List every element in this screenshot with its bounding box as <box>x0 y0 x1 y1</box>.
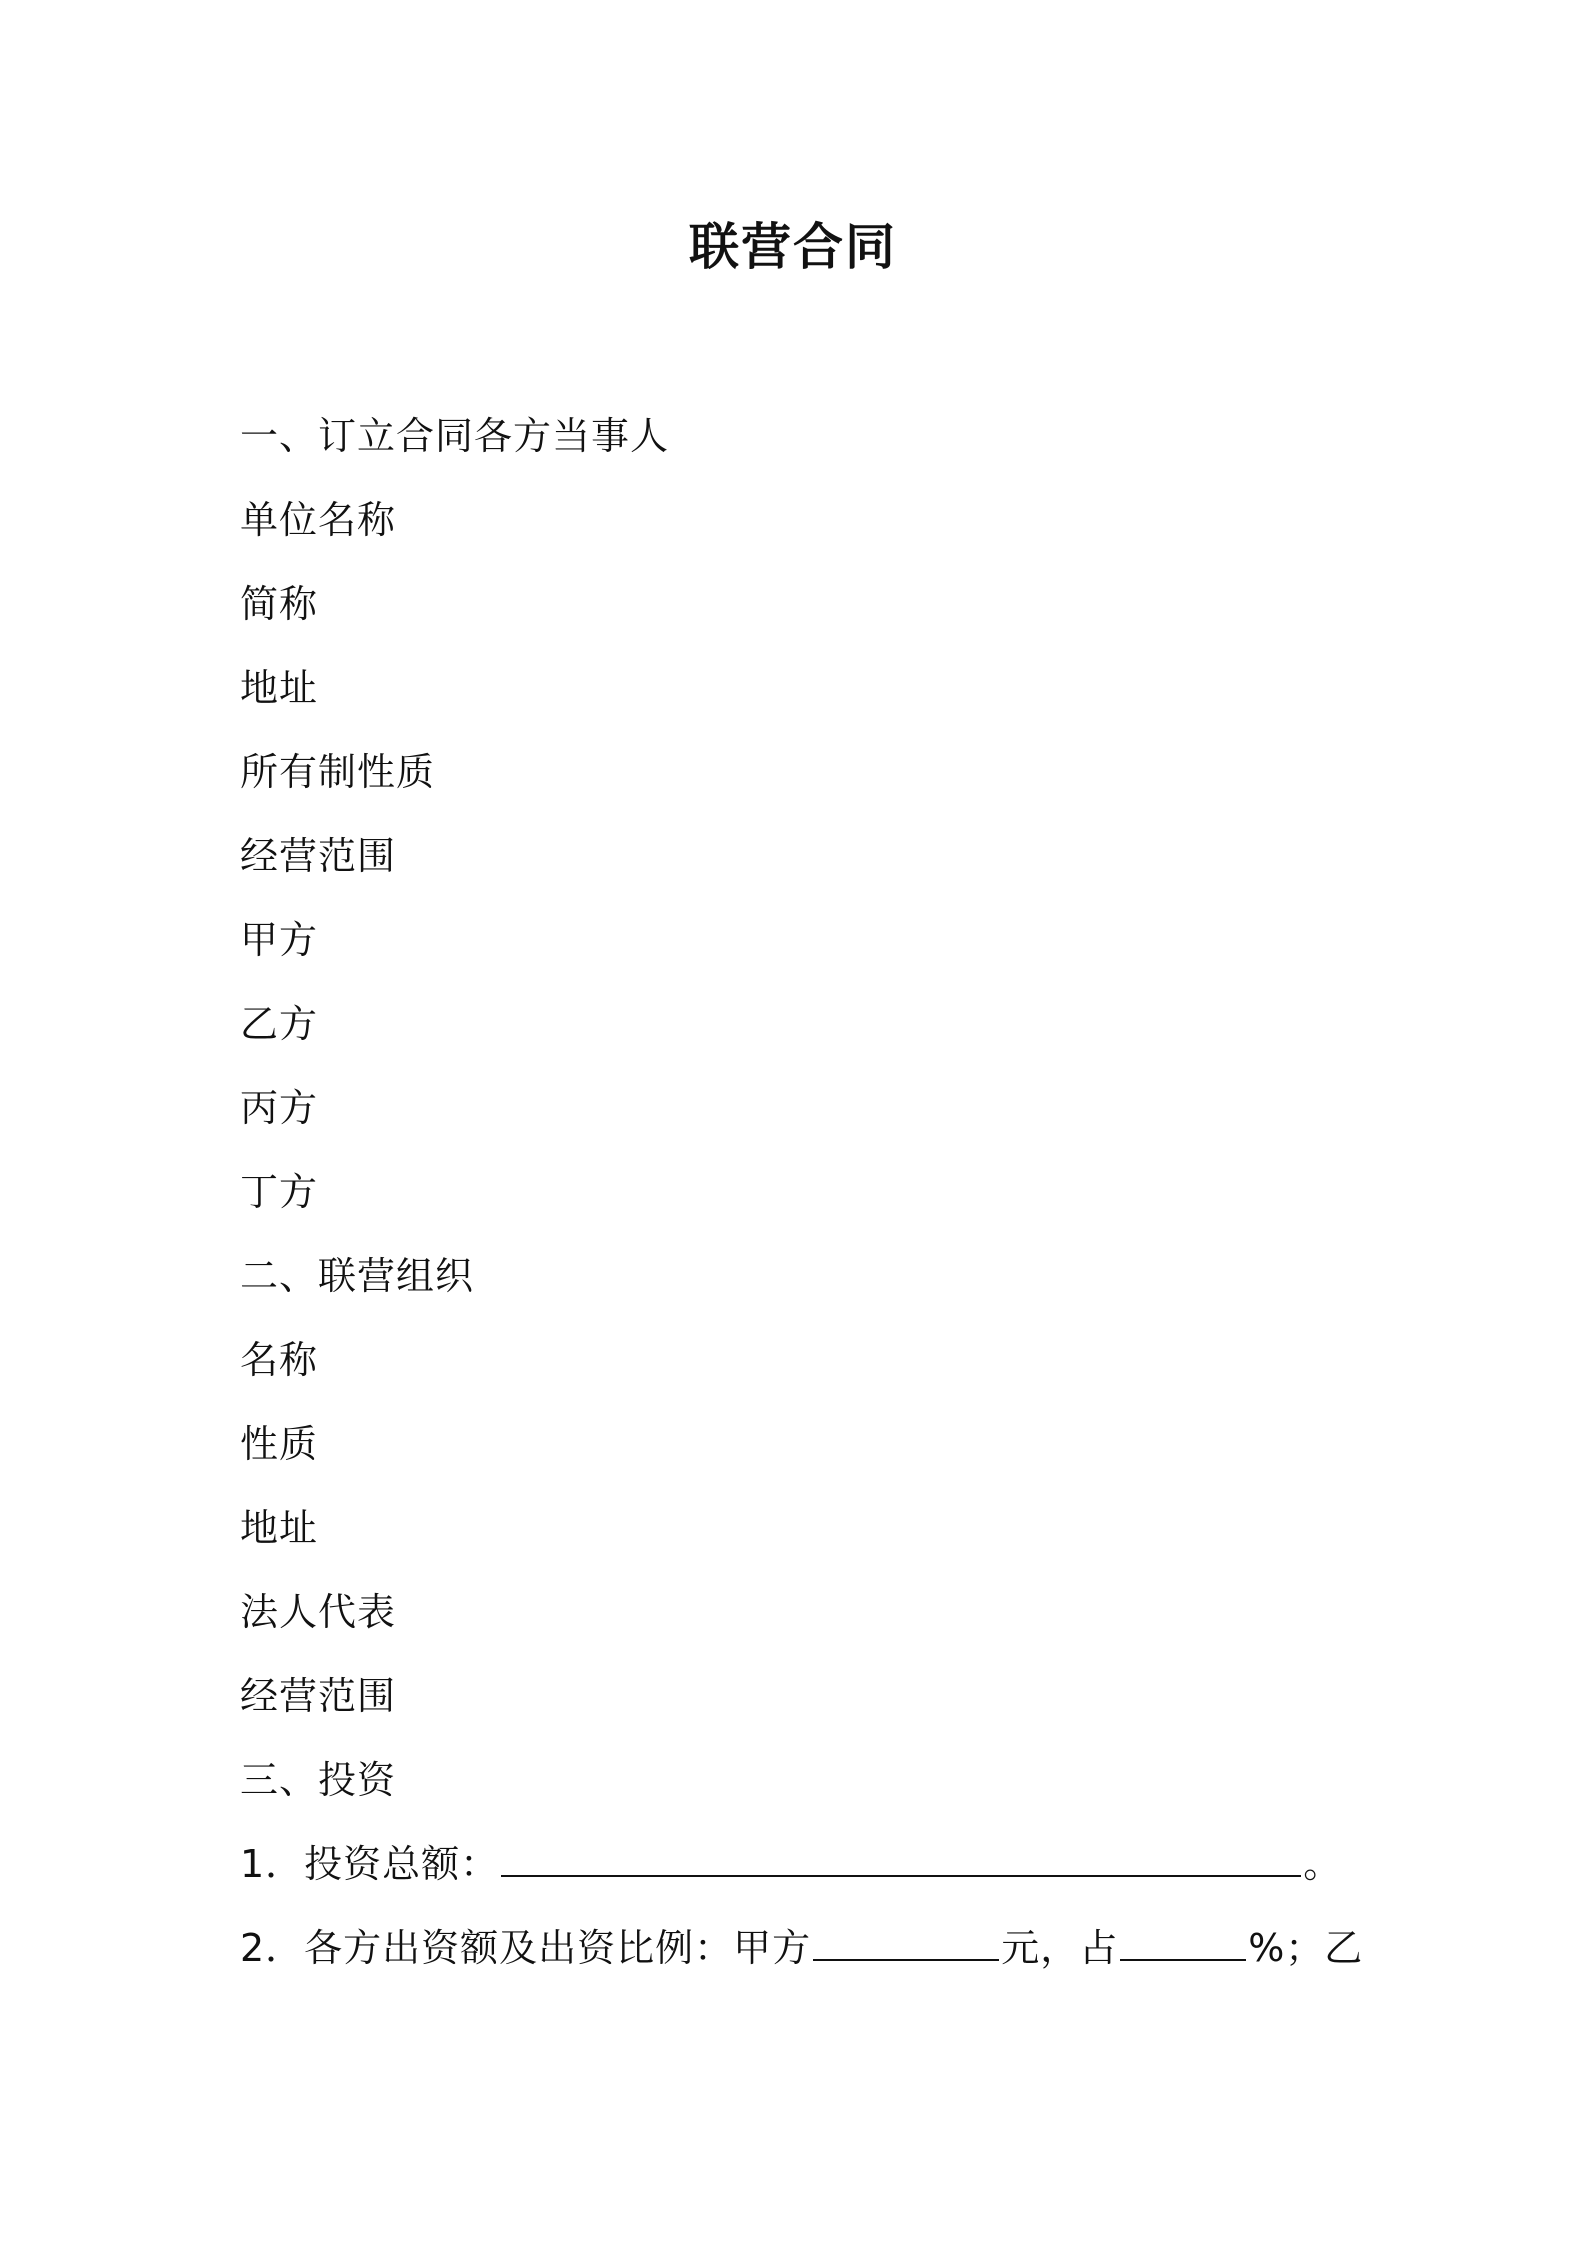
investment-total-end: 。 <box>1303 1842 1343 1886</box>
percent-suffix: %；乙 <box>1248 1926 1364 1970</box>
org-address: 地址 <box>240 1506 319 1550</box>
party-a-percent-blank <box>1120 1919 1246 1961</box>
investment-total-label: 1．投资总额： <box>240 1842 500 1886</box>
section-3-heading: 三、投资 <box>240 1758 397 1802</box>
party-b: 乙方 <box>240 1002 319 1046</box>
field-business-scope: 经营范围 <box>240 834 397 878</box>
org-legal-representative: 法人代表 <box>240 1590 397 1634</box>
field-ownership-type: 所有制性质 <box>240 750 436 794</box>
contribution-ratio-line <box>240 1918 1440 2002</box>
org-name: 名称 <box>240 1338 319 1382</box>
investment-total-blank <box>501 1835 1301 1877</box>
amount-unit: 元，占 <box>1001 1926 1119 1970</box>
field-short-name: 简称 <box>240 582 319 626</box>
party-a: 甲方 <box>240 918 319 962</box>
field-unit-name: 单位名称 <box>240 498 397 542</box>
party-c: 丙方 <box>240 1086 319 1130</box>
party-a-amount-blank <box>813 1919 999 1961</box>
contribution-label: 2．各方出资额及出资比例：甲方 <box>240 1926 812 1970</box>
investment-total-line <box>240 1834 1440 1918</box>
section-1-heading: 一、订立合同各方当事人 <box>240 414 670 458</box>
document-body <box>240 406 1440 2002</box>
field-address: 地址 <box>240 666 319 710</box>
org-nature: 性质 <box>240 1422 319 1466</box>
org-business-scope: 经营范围 <box>240 1674 397 1718</box>
party-d: 丁方 <box>240 1170 319 1214</box>
section-2-heading: 二、联营组织 <box>240 1254 475 1298</box>
document-title: 联营合同 <box>689 218 897 276</box>
